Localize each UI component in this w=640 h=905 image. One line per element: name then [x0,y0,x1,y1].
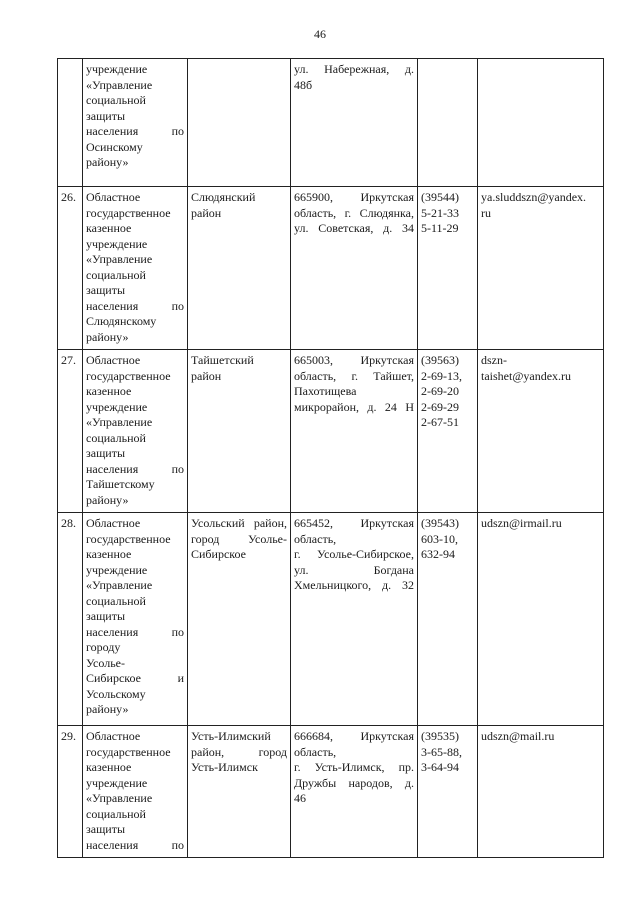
cell-line: Пахотищева [294,384,357,398]
cell-line: udszn@irmail.ru [481,516,562,530]
cell-line: Осинскому [86,139,143,154]
cell-line: Областное [86,729,141,743]
territory [188,59,291,187]
institution-name [83,726,188,858]
cell-line: ул. Богдана [294,562,414,577]
cell-line: населения по [86,461,184,476]
cell-line: (39535) [421,729,459,743]
cell-line: учреждение [86,562,148,577]
email [478,187,604,350]
cell-line: учреждение [86,399,148,414]
cell-line: казенное [86,547,132,561]
cell-line: Слюдянскому [86,314,157,328]
cell-line: ru [481,205,491,220]
cell-line: 665003, Иркутская [294,353,414,367]
cell-line: государственное [86,744,171,759]
email [478,513,604,726]
phone [418,726,478,858]
cell-line: социальной [86,593,146,608]
cell-line: 5-11-29 [421,221,459,235]
cell-line: udszn@mail.ru [481,729,555,743]
cell-line: защиты [86,822,126,836]
cell-line: Усть-Илимск [191,760,258,774]
institutions-table [57,58,604,858]
cell-line: ул. Набережная, д. [294,62,414,76]
cell-line: «Управление [86,252,153,266]
cell-line: область, г. Слюдянка, [294,205,414,220]
cell-line: Тайшетский [191,353,254,367]
table-row [58,59,604,187]
row-number: 29. [58,726,83,858]
cell-line: населения по [86,124,184,138]
phone [418,513,478,726]
table-row [58,726,604,858]
cell-line: г. Усть-Илимск, пр. [294,760,414,774]
cell-line: населения по [86,837,184,852]
cell-line: область, [294,744,337,759]
address [291,513,418,726]
phone [418,187,478,350]
cell-line: Областное [86,353,141,367]
cell-line: 665452, Иркутская [294,516,414,530]
cell-line: «Управление [86,791,153,805]
institution-name [83,59,188,187]
cell-line: государственное [86,205,171,220]
cell-line: «Управление [86,77,153,92]
email [478,59,604,187]
cell-line: Сибирское и [86,671,184,685]
cell-line: 665900, Иркутская [294,190,414,204]
page-number: 46 [314,27,326,41]
cell-line: социальной [86,806,146,821]
row-number [58,59,83,187]
table-row [58,513,604,726]
cell-line: 2-69-29 [421,399,459,414]
cell-line: (39544) [421,190,459,204]
email [478,726,604,858]
address [291,726,418,858]
cell-line: Областное [86,190,141,204]
cell-line: dszn- [481,353,507,367]
cell-line: району» [86,702,129,716]
cell-line: (39543) [421,516,459,530]
territory [188,513,291,726]
cell-line: району» [86,492,129,507]
cell-line: «Управление [86,578,153,592]
cell-line: Дружбы народов, д. [294,775,414,790]
email [478,350,604,513]
cell-line: району» [86,329,129,344]
cell-line: 3-65-88, [421,744,462,759]
institution-name [83,350,188,513]
cell-line: ya.sluddszn@yandex. [481,190,587,204]
row-number: 28. [58,513,83,726]
address [291,187,418,350]
address [291,59,418,187]
cell-line: социальной [86,93,146,107]
cell-line: учреждение [86,775,148,790]
cell-line: городу [86,640,121,654]
row-number: 27. [58,350,83,513]
cell-line: социальной [86,267,146,282]
cell-line: ул. Советская, д. 34 [294,221,414,235]
cell-line: (39563) [421,353,459,367]
cell-line: район [191,368,222,383]
table-row [58,350,604,513]
cell-line: защиты [86,446,126,460]
cell-line: микрорайон, д. 24 Н [294,399,414,414]
cell-line: 3-64-94 [421,760,459,774]
cell-line: защиты [86,609,126,623]
cell-line: Слюдянский [191,190,256,204]
cell-line: район [191,205,222,220]
cell-line: 632-94 [421,547,455,561]
table-body [58,59,604,858]
row-number: 26. [58,187,83,350]
cell-line: город Усолье- [191,531,287,546]
cell-line: Усолье- [86,655,126,670]
territory [188,726,291,858]
cell-line: 603-10, [421,531,458,546]
cell-line: защиты [86,108,126,123]
cell-line: 46 [294,791,306,805]
cell-line: государственное [86,368,171,383]
cell-line: Областное [86,516,141,530]
cell-line: «Управление [86,415,153,429]
cell-line: район, город [191,744,287,759]
cell-line: область, [294,531,337,546]
cell-line: 2-67-51 [421,415,459,429]
cell-line: 2-69-20 [421,384,459,398]
cell-line: казенное [86,760,132,774]
cell-line: учреждение [86,236,148,251]
cell-line: социальной [86,430,146,445]
cell-line: 48б [294,77,313,92]
cell-line: населения по [86,624,184,639]
cell-line: 2-69-13, [421,368,462,383]
cell-line: казенное [86,221,132,235]
phone [418,350,478,513]
cell-line: населения по [86,298,184,313]
cell-line: Усть-Илимский [191,729,271,743]
cell-line: 5-21-33 [421,205,459,220]
cell-line: казенное [86,384,132,398]
institution-name [83,187,188,350]
cell-line: Усольский район, [191,516,287,530]
cell-line: защиты [86,283,126,297]
institution-name [83,513,188,726]
cell-line: району» [86,155,129,169]
cell-line: учреждение [86,62,148,76]
cell-line: область, г. Тайшет, [294,368,414,383]
cell-line: государственное [86,531,171,546]
cell-line: Сибирское [191,547,246,561]
address [291,350,418,513]
cell-line: 666684, Иркутская [294,729,414,743]
territory [188,187,291,350]
cell-line: г. Усолье-Сибирское, [294,547,414,561]
cell-line: taishet@yandex.ru [481,368,572,383]
cell-line: Усольскому [86,686,146,701]
phone [418,59,478,187]
cell-line: Хмельницкого, д. 32 [294,578,414,592]
territory [188,350,291,513]
cell-line: Тайшетскому [86,477,155,491]
table-row [58,187,604,350]
